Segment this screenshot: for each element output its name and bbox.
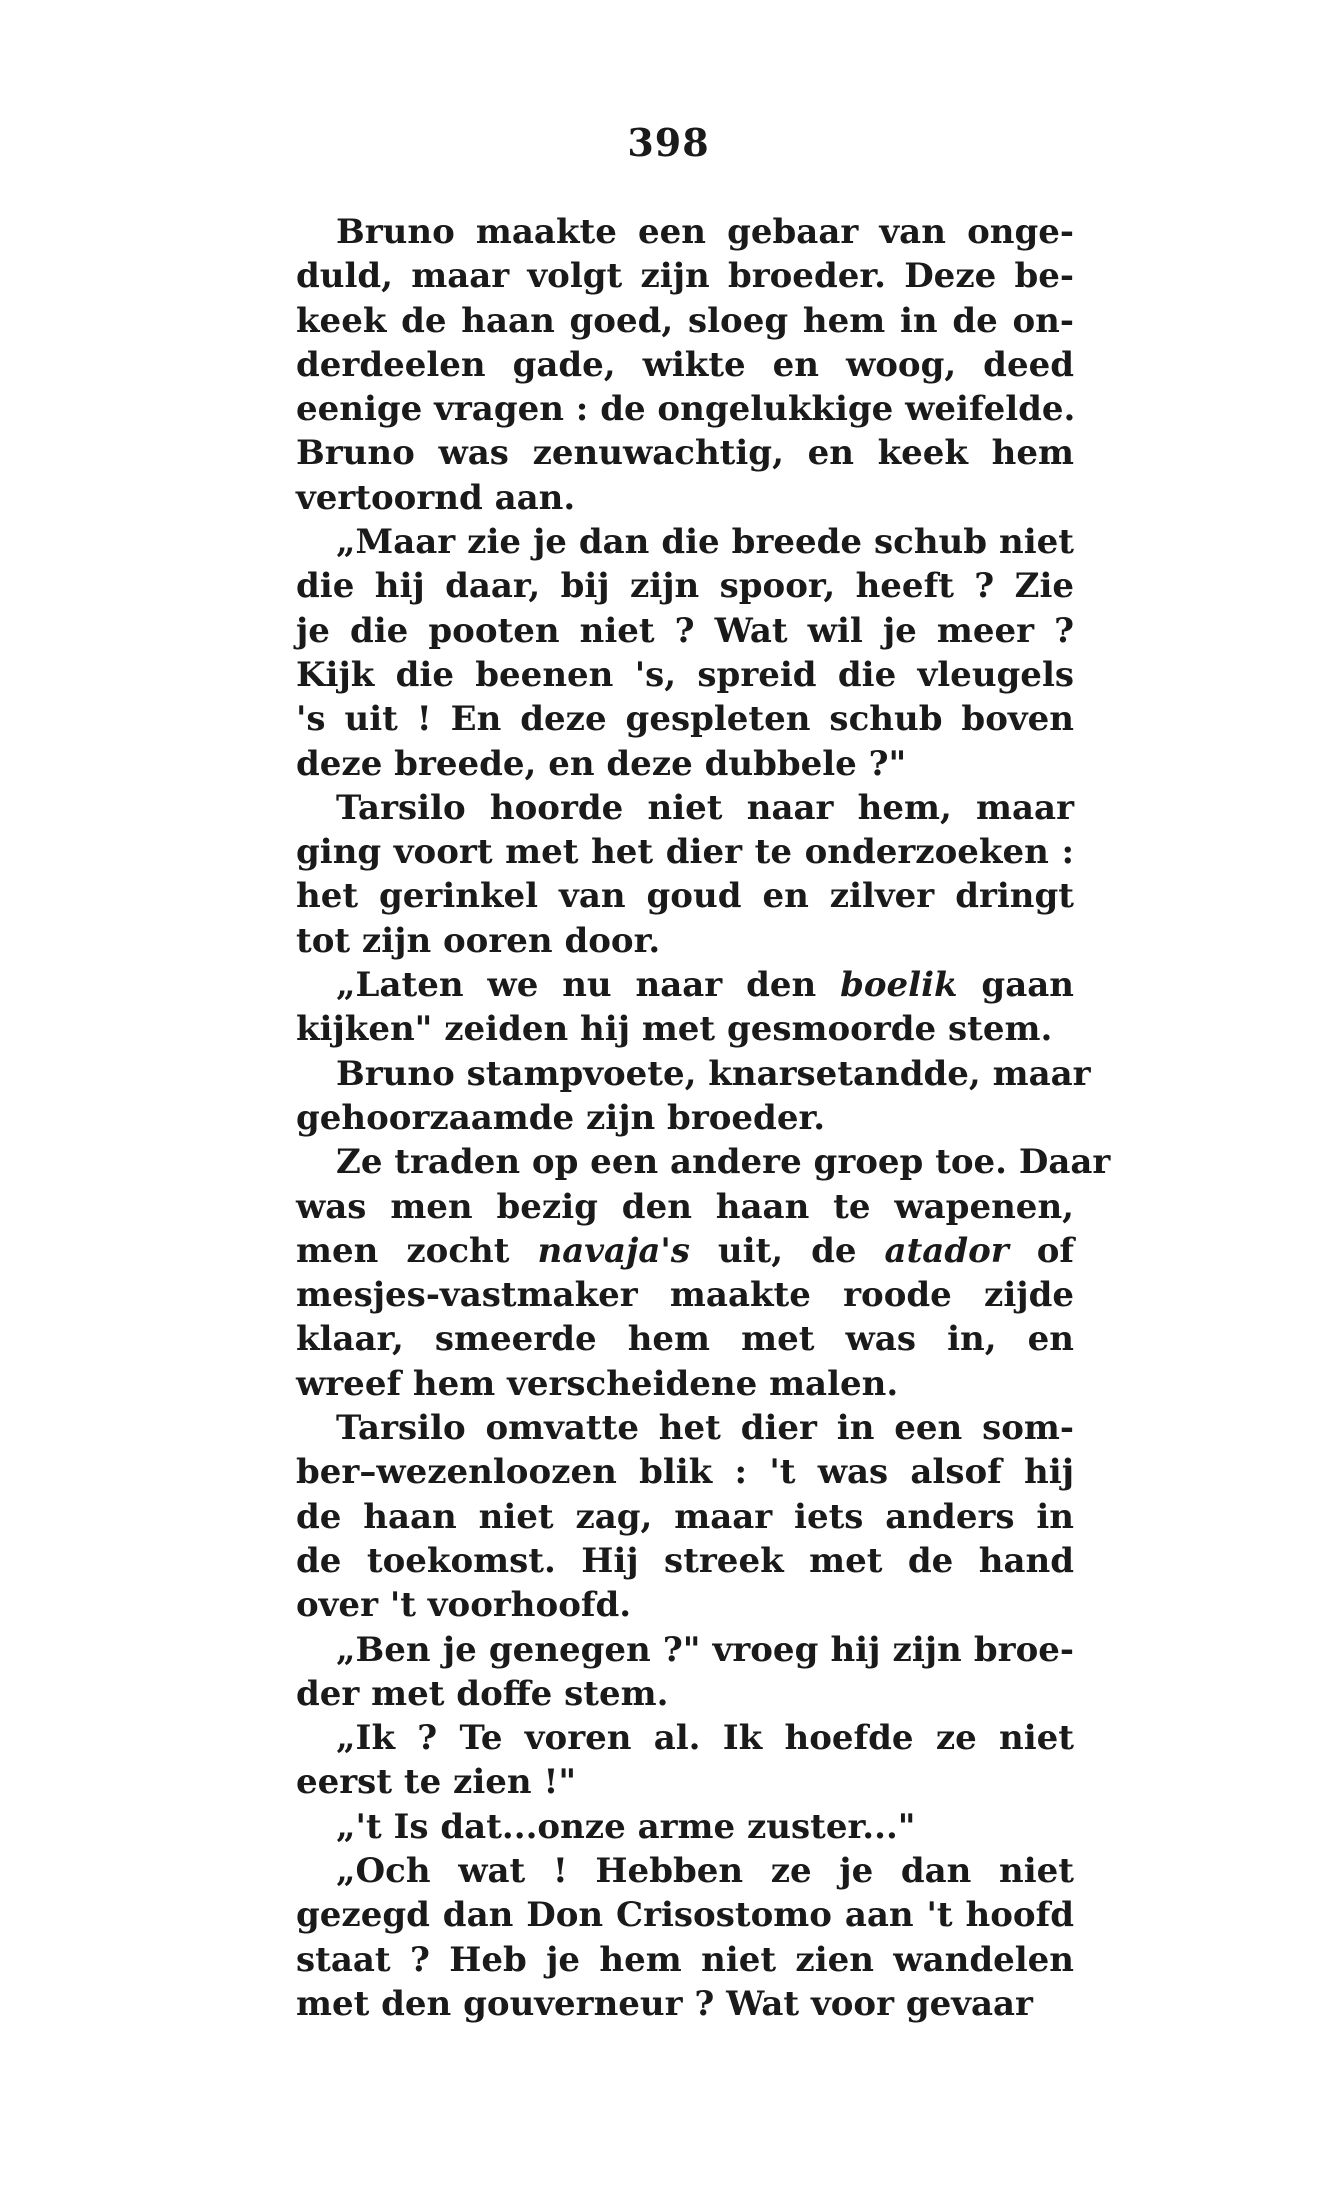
text-line: klaar, smeerde hem met was in, en	[296, 1319, 1074, 1360]
paragraph	[296, 786, 1074, 963]
text-line: „Och wat ! Hebben ze je dan niet	[336, 1850, 1074, 1891]
text-line: gehoorzaamde zijn broeder.	[296, 1097, 826, 1138]
text-line: Bruno maakte een gebaar van onge-	[336, 212, 1074, 252]
paragraph	[296, 1716, 1074, 1805]
text-line: 's uit ! En deze gespleten schub boven	[296, 699, 1074, 740]
text-line: Kijk die beenen 's, spreid die vleugels	[296, 654, 1074, 695]
text-line: je die pooten niet ? Wat wil je meer ?	[296, 610, 1074, 651]
text-line: „Ik ? Te voren al. Ik hoefde ze niet	[336, 1718, 1074, 1759]
text-line: der met doffe stem.	[296, 1673, 669, 1714]
paragraph	[296, 1849, 1074, 2026]
paragraph	[296, 1052, 1091, 1141]
page-body-text	[296, 210, 1111, 2026]
text-line: Tarsilo hoorde niet naar hem, maar	[336, 787, 1074, 828]
text-line: vertoornd aan.	[296, 477, 576, 518]
text-line: staat ? Heb je hem niet zien wandelen	[296, 1939, 1074, 1980]
text-line: Ze traden op een andere groep toe. Daar	[336, 1142, 1111, 1183]
text-line: kijken" zeiden hij met gesmoorde stem.	[296, 1009, 1053, 1050]
text-line: gezegd dan Don Crisostomo aan 't hoofd	[296, 1895, 1074, 1936]
text-line: „Laten we nu naar den boelik gaan	[336, 965, 1074, 1006]
paragraph	[296, 520, 1074, 786]
text-line: Tarsilo omvatte het dier in een som-	[336, 1408, 1074, 1449]
page-number: 398	[627, 120, 710, 165]
text-line: over 't voorhoofd.	[296, 1585, 632, 1626]
paragraph	[296, 1628, 1074, 1717]
text-line: deze breede, en deze dubbele ?"	[296, 743, 907, 784]
text-line: „Maar zie je dan die breede schub niet	[336, 522, 1074, 563]
italic-word: boelik	[840, 965, 958, 1006]
paragraph	[296, 1805, 1074, 1849]
text-line: was men bezig den haan te wapenen,	[296, 1186, 1074, 1227]
text-line: het gerinkel van goud en zilver dringt	[296, 876, 1074, 917]
paragraph	[296, 963, 1074, 1052]
text-line: mesjes-vastmaker maakte roode zijde	[296, 1275, 1074, 1316]
text-line: eenige vragen : de ongelukkige weifelde.	[296, 389, 1076, 430]
italic-word: navaja's	[537, 1230, 690, 1271]
text-line: Bruno stampvoete, knarsetandde, maar	[336, 1053, 1091, 1094]
paragraph	[296, 210, 1074, 520]
text-line: Bruno was zenuwachtig, en keek hem	[296, 433, 1074, 474]
paragraph	[296, 1406, 1074, 1627]
italic-word: atador	[884, 1230, 1009, 1271]
text-line: de toekomst. Hij streek met de hand	[296, 1540, 1074, 1581]
text-line: de haan niet zag, maar iets anders in	[296, 1496, 1074, 1537]
text-line: met den gouverneur ? Wat voor gevaar	[296, 1983, 1033, 2024]
text-line: duld, maar volgt zijn broeder. Deze be-	[296, 256, 1074, 297]
text-line: keek de haan goed, sloeg hem in de on-	[296, 300, 1074, 341]
text-line: men zocht navaja's uit, de atador of	[296, 1230, 1075, 1271]
text-line: tot zijn ooren door.	[296, 920, 661, 961]
text-line: „Ben je genegen ?" vroeg hij zijn broe-	[336, 1629, 1074, 1670]
text-line: ging voort met het dier te onderzoeken :	[296, 832, 1074, 873]
text-line: die hij daar, bij zijn spoor, heeft ? Zie	[296, 566, 1074, 607]
text-line: „'t Is dat...onze arme zuster..."	[336, 1806, 916, 1847]
text-line: derdeelen gade, wikte en woog, deed	[296, 344, 1074, 385]
text-line: eerst te zien !"	[296, 1762, 577, 1803]
paragraph	[296, 1140, 1111, 1406]
text-line: wreef hem verscheidene malen.	[296, 1363, 899, 1404]
text-line: ber–wezenloozen blik : 't was alsof hij	[296, 1452, 1074, 1493]
